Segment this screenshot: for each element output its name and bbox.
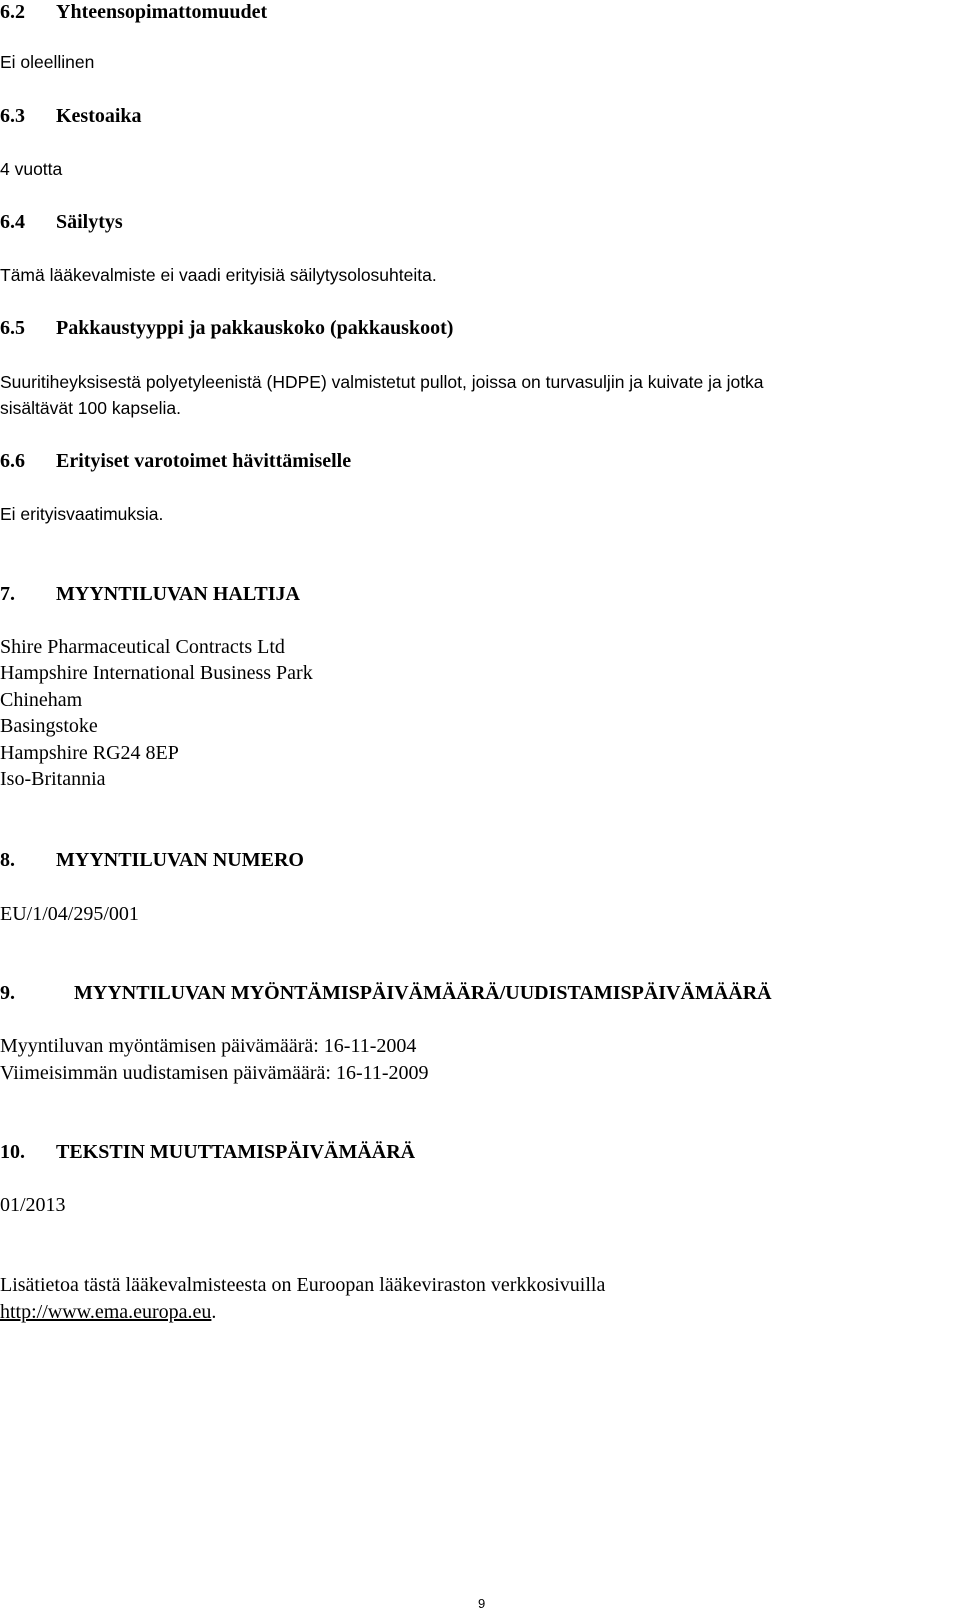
section-title: TEKSTIN MUUTTAMISPÄIVÄMÄÄRÄ — [56, 1141, 416, 1163]
address-line: Basingstoke — [0, 715, 98, 737]
section-number: 6.4 — [0, 211, 25, 233]
section-title: Yhteensopimattomuudet — [56, 1, 268, 23]
section-number: 9. — [0, 982, 15, 1004]
ema-website-link[interactable]: http://www.ema.europa.eu — [0, 1301, 212, 1323]
section-number: 6.2 — [0, 1, 25, 23]
section-6-5-heading — [0, 316, 453, 340]
section-6-2-heading — [0, 0, 267, 24]
section-number: 8. — [0, 849, 15, 871]
section-title: MYYNTILUVAN HALTIJA — [56, 583, 300, 605]
section-10-heading — [0, 1140, 415, 1164]
further-info-link-line — [0, 1300, 216, 1324]
address-line: Chineham — [0, 689, 83, 711]
section-9-heading — [0, 981, 772, 1005]
revision-date: 01/2013 — [0, 1194, 66, 1216]
link-trailing-period: . — [211, 1301, 217, 1323]
section-number: 7. — [0, 583, 15, 605]
section-title: Pakkaustyyppi ja pakkauskoko (pakkauskoot) — [56, 317, 454, 339]
section-7-heading — [0, 582, 300, 606]
section-title: Säilytys — [56, 211, 123, 233]
section-number: 6.3 — [0, 105, 25, 127]
section-number: 6.5 — [0, 317, 25, 339]
section-6-6-heading — [0, 449, 351, 473]
page-number: 9 — [478, 1596, 486, 1611]
section-number: 6.6 — [0, 450, 25, 472]
section-8-heading — [0, 848, 304, 872]
section-title: Erityiset varotoimet hävittämiselle — [56, 450, 352, 472]
address-line: Shire Pharmaceutical Contracts Ltd — [0, 636, 285, 658]
section-title: MYYNTILUVAN NUMERO — [56, 849, 304, 871]
section-title: MYYNTILUVAN MYÖNTÄMISPÄIVÄMÄÄRÄ/UUDISTAMISPÄIVÄMÄÄRÄ — [74, 982, 772, 1004]
section-6-5-body-line2: sisältävät 100 kapselia. — [0, 398, 181, 418]
authorisation-date-line: Myyntiluvan myöntämisen päivämäärä: 16-11-2004 — [0, 1035, 417, 1057]
address-line: Hampshire RG24 8EP — [0, 742, 179, 764]
section-6-3-body: 4 vuotta — [0, 159, 63, 179]
address-line: Hampshire International Business Park — [0, 662, 313, 684]
section-6-6-body: Ei erityisvaatimuksia. — [0, 504, 164, 524]
section-number: 10. — [0, 1141, 25, 1163]
further-info-text: Lisätietoa tästä lääkevalmisteesta on Euroopan lääkeviraston verkkosivuilla — [0, 1274, 606, 1296]
section-6-2-body: Ei oleellinen — [0, 52, 95, 72]
address-line: Iso-Britannia — [0, 768, 106, 790]
section-6-3-heading — [0, 104, 142, 128]
section-6-4-heading — [0, 210, 123, 234]
section-title: Kestoaika — [56, 105, 142, 127]
section-6-4-body: Tämä lääkevalmiste ei vaadi erityisiä säilytysolosuhteita. — [0, 265, 437, 285]
section-6-5-body-line1: Suuritiheyksisestä polyetyleenistä (HDPE) valmistetut pullot, joissa on turvasuljin ja kuivate ja jotka — [0, 372, 764, 392]
marketing-authorisation-number: EU/1/04/295/001 — [0, 903, 139, 925]
renewal-date-line: Viimeisimmän uudistamisen päivämäärä: 16-11-2009 — [0, 1062, 429, 1084]
